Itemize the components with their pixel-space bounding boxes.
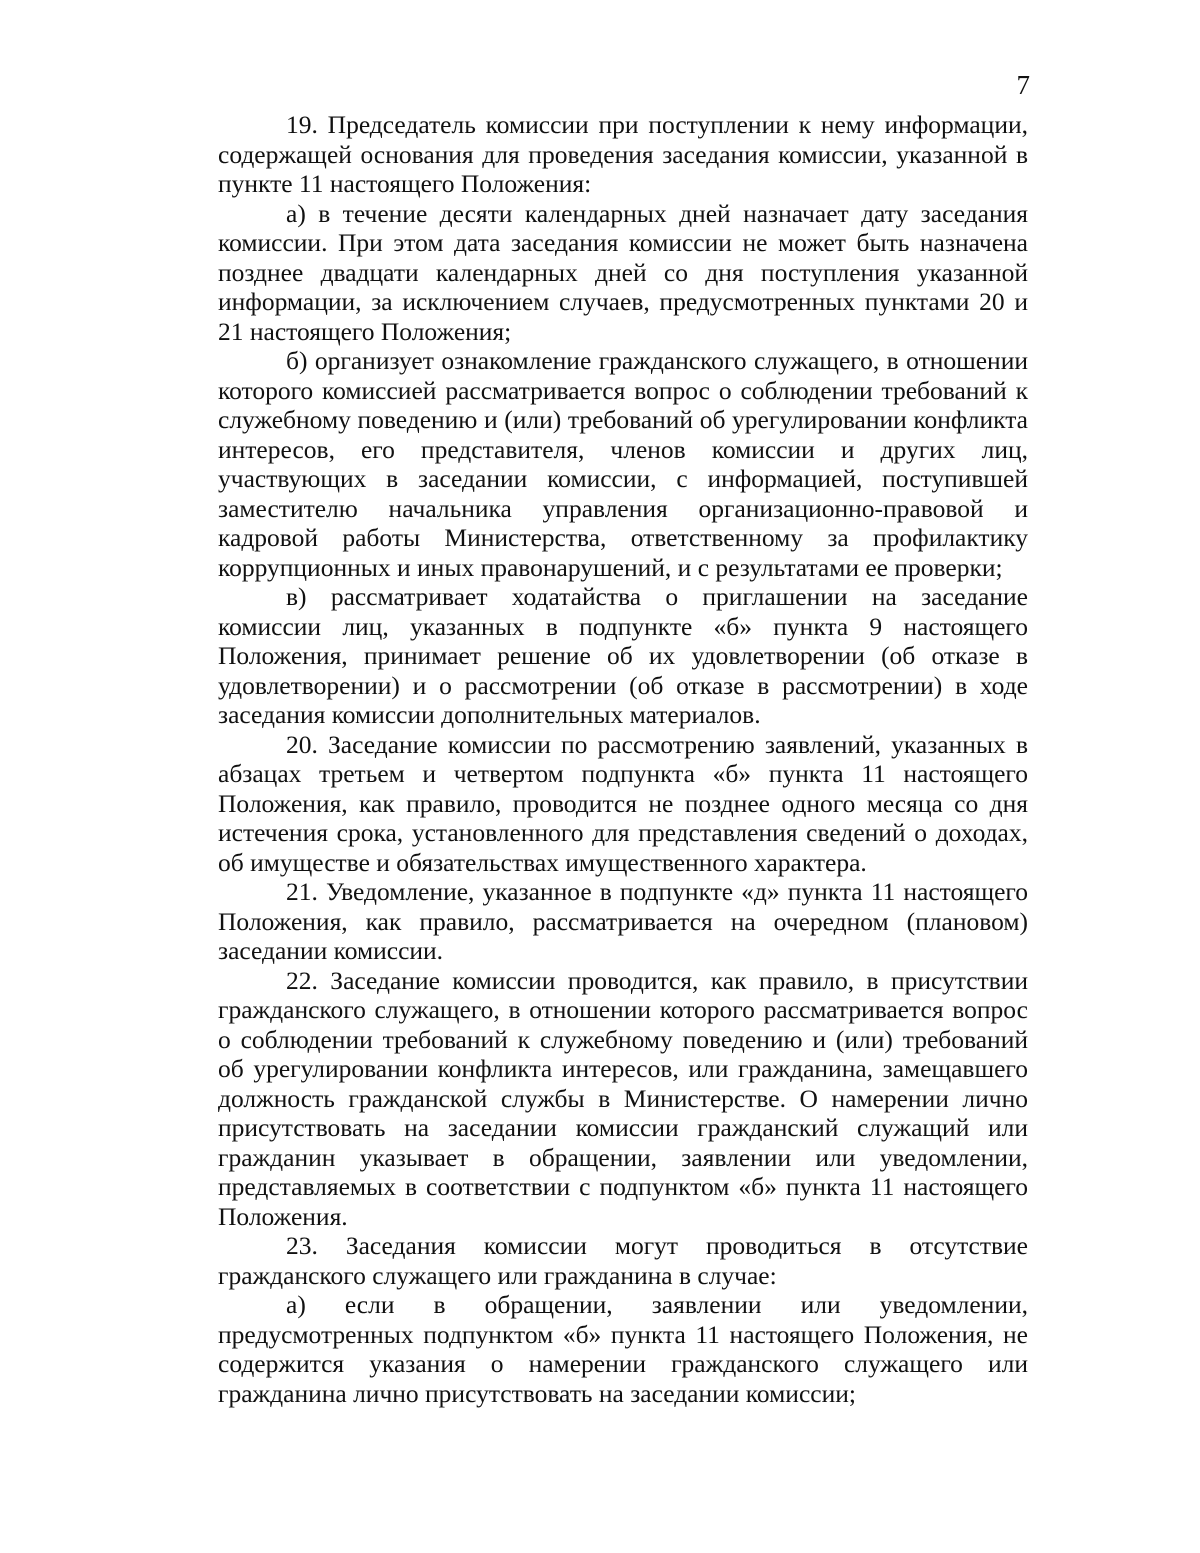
paragraph-21: 21. Уведомление, указанное в подпункте «д» пункта 11 настоящего Положения, как правило, рассматривается на очередном (плановом) заседании комиссии. — [218, 877, 1028, 965]
paragraph-19-v: в) рассматривает ходатайства о приглашении на заседание комиссии лиц, указанных в подпункте «б» пункта 9 настоящего Положения, принимает решение об их удовлетворении (об отказе в удовлетворении) и о рассмотрении (об отказе в рассмотрении) в ходе заседания комиссии дополнительных материалов. — [218, 582, 1028, 729]
paragraph-23: 23. Заседания комиссии могут проводиться в отсутствие гражданского служащего или гражданина в случае: — [218, 1231, 1028, 1290]
paragraph-19: 19. Председатель комиссии при поступлении к нему информации, содержащей основания для проведения заседания комиссии, указанной в пункте 11 настоящего Положения: — [218, 110, 1028, 198]
paragraph-20: 20. Заседание комиссии по рассмотрению заявлений, указанных в абзацах третьем и четвертом подпункта «б» пункта 11 настоящего Положения, как правило, проводится не позднее одного месяца со дня истечения срока, установленного для представления сведений о доходах, об имуществе и обязательствах имущественного характера. — [218, 729, 1028, 877]
paragraph-23-a: а) если в обращении, заявлении или уведомлении, предусмотренных подпунктом «б» пункта 11 настоящего Положения, не содержится указания о намерении гражданского служащего или гражданина лично присутствовать на заседании комиссии; — [218, 1290, 1028, 1408]
paragraph-22: 22. Заседание комиссии проводится, как правило, в присутствии гражданского служащего, в отношении которого рассматривается вопрос о соблюдении требований к служебному поведению и (или) требований об урегулировании конфликта интересов, или гражданина, замещавшего должность гражданской службы в Министерстве. О намерении лично присутствовать на заседании комиссии гражданский служащий или гражданин указывает в обращении, заявлении или уведомлении, представляемых в соответствии с подпунктом «б» пункта 11 настоящего Положения. — [218, 965, 1028, 1231]
page-number: 7 — [1016, 70, 1030, 100]
paragraph-19-b: б) организует ознакомление гражданского служащего, в отношении которого комиссией рассматривается вопрос о соблюдении требований к служебному поведению и (или) требований об урегулировании конфликта интересов, его представителя, членов комиссии и других лиц, участвующих в заседании комиссии, с информацией, поступившей заместителю начальника управления организационно-правовой и кадровой работы Министерства, ответственному за профилактику коррупционных и иных правонарушений, и с результатами ее проверки; — [218, 346, 1028, 582]
document-body — [218, 110, 1028, 1408]
paragraph-19-a: а) в течение десяти календарных дней назначает дату заседания комиссии. При этом дата заседания комиссии не может быть назначена позднее двадцати календарных дней со дня поступления указанной информации, за исключением случаев, предусмотренных пунктами 20 и 21 настоящего Положения; — [218, 198, 1028, 346]
